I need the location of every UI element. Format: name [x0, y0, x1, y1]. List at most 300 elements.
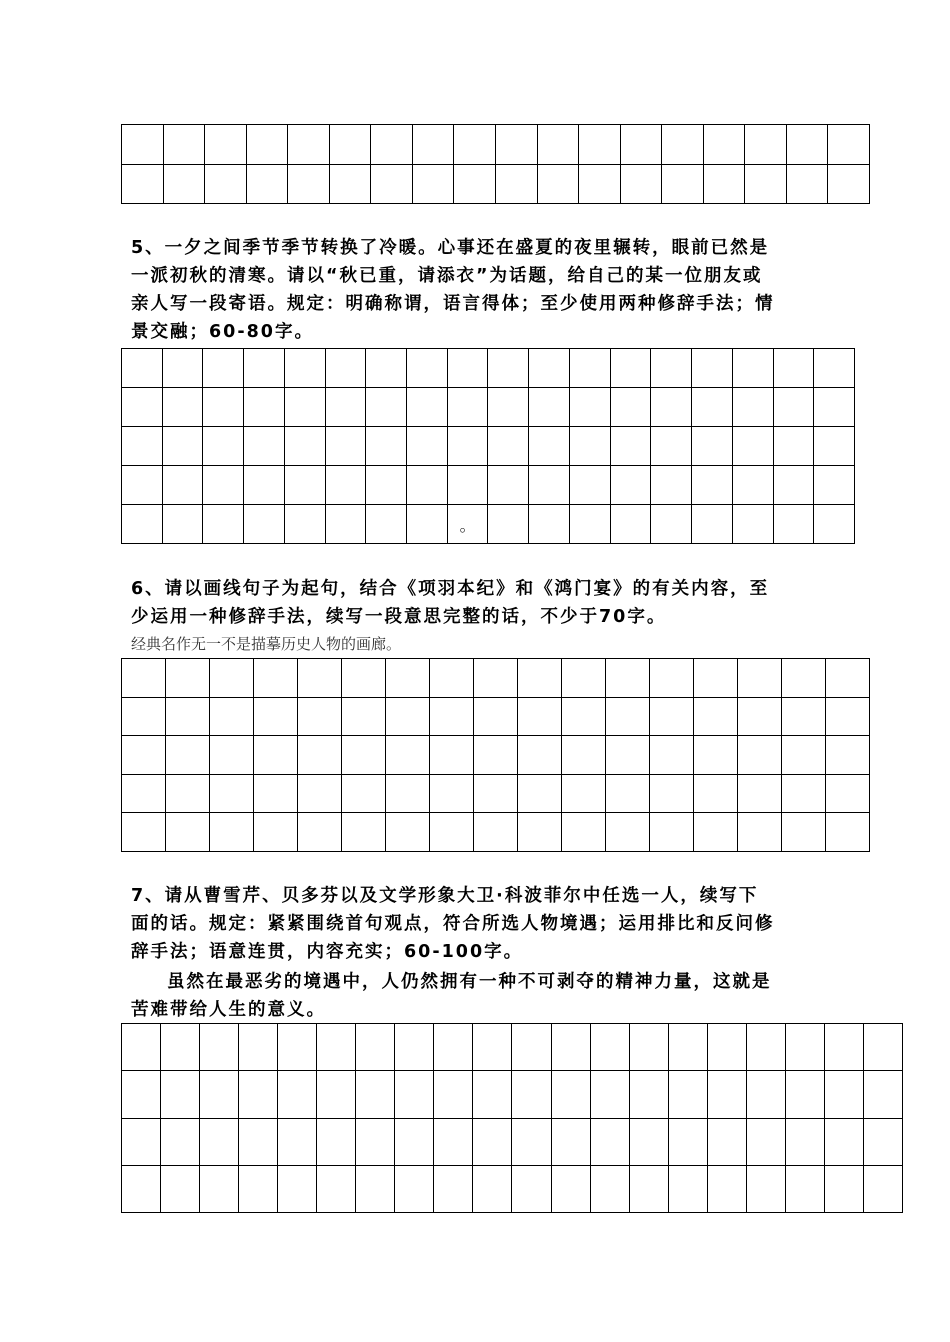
grid-cell[interactable]	[650, 698, 694, 737]
grid-cell[interactable]	[606, 813, 650, 852]
grid-cell[interactable]	[448, 349, 489, 388]
grid-cell[interactable]	[814, 466, 855, 505]
grid-cell[interactable]	[205, 125, 247, 165]
grid-cell[interactable]	[122, 1166, 161, 1213]
grid-cell[interactable]	[747, 1166, 786, 1213]
grid-cell[interactable]	[692, 505, 733, 544]
grid-cell[interactable]	[330, 125, 372, 165]
grid-cell[interactable]	[591, 1166, 630, 1213]
grid-cell[interactable]	[662, 125, 704, 165]
grid-cell[interactable]	[166, 698, 210, 737]
grid-cell[interactable]	[413, 125, 455, 165]
grid-cell[interactable]	[651, 427, 692, 466]
grid-cell[interactable]	[692, 349, 733, 388]
grid-cell[interactable]	[285, 349, 326, 388]
grid-cell[interactable]	[694, 736, 738, 775]
grid-cell[interactable]	[203, 427, 244, 466]
grid-cell[interactable]	[326, 466, 367, 505]
grid-cell[interactable]	[512, 1071, 551, 1118]
grid-cell[interactable]	[738, 813, 782, 852]
grid-cell[interactable]	[825, 1166, 864, 1213]
grid-cell[interactable]	[747, 1119, 786, 1166]
grid-cell[interactable]	[606, 736, 650, 775]
question-7-line-3: 辞手法；语意连贯，内容充实；60-100字。	[131, 942, 524, 962]
grid-cell[interactable]	[738, 736, 782, 775]
grid-cell[interactable]	[317, 1024, 356, 1071]
grid-cell[interactable]	[395, 1166, 434, 1213]
grid-cell[interactable]	[512, 1119, 551, 1166]
grid-cell[interactable]	[473, 1119, 512, 1166]
grid-cell[interactable]	[786, 1024, 825, 1071]
grid-cell[interactable]	[814, 505, 855, 544]
grid-cell[interactable]	[745, 165, 787, 205]
grid-cell[interactable]	[317, 1119, 356, 1166]
grid-cell[interactable]	[163, 349, 204, 388]
grid-cell[interactable]	[611, 466, 652, 505]
grid-cell[interactable]	[210, 813, 254, 852]
grid-cell[interactable]	[122, 813, 166, 852]
grid-cell[interactable]	[512, 1024, 551, 1071]
grid-cell[interactable]	[694, 775, 738, 814]
grid-cell[interactable]	[496, 125, 538, 165]
grid-cell[interactable]	[787, 165, 829, 205]
grid-cell[interactable]	[738, 775, 782, 814]
grid-cell[interactable]	[662, 165, 704, 205]
grid-cell[interactable]	[562, 813, 606, 852]
grid-cell[interactable]	[579, 125, 621, 165]
grid-cell[interactable]	[254, 813, 298, 852]
grid-cell[interactable]	[529, 466, 570, 505]
grid-cell[interactable]	[570, 427, 611, 466]
grid-cell[interactable]	[278, 1071, 317, 1118]
grid-cell[interactable]	[278, 1119, 317, 1166]
grid-cell[interactable]	[122, 388, 163, 427]
grid-cell[interactable]	[448, 427, 489, 466]
grid-cell[interactable]	[747, 1071, 786, 1118]
grid-cell[interactable]	[285, 388, 326, 427]
grid-cell[interactable]	[254, 659, 298, 698]
grid-cell[interactable]	[621, 125, 663, 165]
grid-cell[interactable]	[782, 813, 826, 852]
grid-cell[interactable]	[570, 349, 611, 388]
grid-cell[interactable]	[430, 813, 474, 852]
grid-cell[interactable]	[826, 775, 870, 814]
grid-cell[interactable]	[538, 125, 580, 165]
grid-cell[interactable]	[591, 1071, 630, 1118]
grid-cell[interactable]	[630, 1024, 669, 1071]
grid-cell[interactable]	[606, 698, 650, 737]
grid-cell[interactable]	[298, 775, 342, 814]
grid-cell[interactable]	[733, 388, 774, 427]
grid-cell[interactable]	[782, 736, 826, 775]
grid-cell[interactable]	[747, 1024, 786, 1071]
grid-cell[interactable]	[826, 698, 870, 737]
grid-cell[interactable]	[496, 165, 538, 205]
grid-cell[interactable]	[828, 125, 870, 165]
grid-cell[interactable]	[122, 125, 164, 165]
grid-cell[interactable]	[518, 813, 562, 852]
grid-cell[interactable]	[864, 1166, 903, 1213]
grid-cell[interactable]	[210, 736, 254, 775]
grid-cell[interactable]	[488, 427, 529, 466]
grid-cell[interactable]	[774, 388, 815, 427]
grid-cell[interactable]	[651, 505, 692, 544]
grid-cell[interactable]	[122, 349, 163, 388]
grid-cell[interactable]	[782, 659, 826, 698]
grid-cell[interactable]	[288, 125, 330, 165]
grid-cell[interactable]	[163, 505, 204, 544]
grid-cell[interactable]	[366, 388, 407, 427]
grid-cell[interactable]: 。	[448, 505, 489, 544]
grid-cell[interactable]	[704, 165, 746, 205]
grid-cell[interactable]	[825, 1071, 864, 1118]
grid-cell[interactable]	[430, 736, 474, 775]
grid-cell[interactable]	[692, 466, 733, 505]
grid-cell[interactable]	[774, 505, 815, 544]
grid-cell[interactable]	[161, 1024, 200, 1071]
grid-cell[interactable]	[621, 165, 663, 205]
grid-cell[interactable]	[122, 698, 166, 737]
grid-cell[interactable]	[651, 466, 692, 505]
grid-cell[interactable]	[733, 349, 774, 388]
grid-cell[interactable]	[733, 427, 774, 466]
grid-cell[interactable]	[669, 1119, 708, 1166]
grid-cell[interactable]	[434, 1071, 473, 1118]
grid-cell[interactable]	[122, 466, 163, 505]
grid-cell[interactable]	[814, 427, 855, 466]
grid-cell[interactable]	[122, 1071, 161, 1118]
grid-cell[interactable]	[407, 466, 448, 505]
grid-cell[interactable]	[562, 736, 606, 775]
grid-cell[interactable]	[488, 349, 529, 388]
grid-cell[interactable]	[448, 388, 489, 427]
grid-cell[interactable]	[733, 505, 774, 544]
grid-cell[interactable]	[552, 1166, 591, 1213]
grid-cell[interactable]	[434, 1119, 473, 1166]
grid-cell[interactable]	[200, 1166, 239, 1213]
grid-cell[interactable]	[738, 698, 782, 737]
grid-cell[interactable]	[326, 427, 367, 466]
grid-cell[interactable]	[552, 1119, 591, 1166]
grid-cell[interactable]	[244, 466, 285, 505]
grid-cell[interactable]	[342, 775, 386, 814]
grid-cell[interactable]	[488, 466, 529, 505]
grid-cell[interactable]	[254, 775, 298, 814]
grid-cell[interactable]	[203, 466, 244, 505]
grid-cell[interactable]	[254, 698, 298, 737]
answer-grid-7[interactable]	[121, 1023, 903, 1213]
grid-cell[interactable]	[826, 736, 870, 775]
grid-cell[interactable]	[474, 813, 518, 852]
grid-cell[interactable]	[473, 1024, 512, 1071]
grid-cell[interactable]	[786, 1119, 825, 1166]
grid-cell[interactable]	[203, 349, 244, 388]
grid-cell[interactable]	[579, 165, 621, 205]
grid-cell[interactable]	[244, 427, 285, 466]
grid-cell[interactable]	[606, 775, 650, 814]
grid-cell[interactable]	[611, 427, 652, 466]
grid-cell[interactable]	[203, 505, 244, 544]
grid-cell[interactable]	[247, 165, 289, 205]
grid-cell[interactable]	[161, 1166, 200, 1213]
grid-cell[interactable]	[814, 388, 855, 427]
grid-cell[interactable]	[474, 736, 518, 775]
grid-cell[interactable]	[708, 1024, 747, 1071]
grid-cell[interactable]	[330, 165, 372, 205]
grid-cell[interactable]	[733, 466, 774, 505]
grid-cell[interactable]	[317, 1166, 356, 1213]
grid-cell[interactable]	[570, 388, 611, 427]
grid-cell[interactable]	[538, 165, 580, 205]
grid-cell[interactable]	[298, 736, 342, 775]
grid-cell[interactable]	[529, 388, 570, 427]
grid-cell[interactable]	[669, 1071, 708, 1118]
grid-cell[interactable]	[814, 349, 855, 388]
grid-cell[interactable]	[669, 1024, 708, 1071]
grid-cell[interactable]	[606, 659, 650, 698]
grid-cell[interactable]	[704, 125, 746, 165]
grid-cell[interactable]	[163, 466, 204, 505]
grid-cell[interactable]	[473, 1166, 512, 1213]
grid-cell[interactable]	[122, 659, 166, 698]
grid-cell[interactable]	[342, 736, 386, 775]
grid-cell[interactable]	[386, 775, 430, 814]
grid-cell[interactable]	[278, 1166, 317, 1213]
grid-cell[interactable]	[430, 659, 474, 698]
grid-cell[interactable]	[694, 813, 738, 852]
grid-cell[interactable]	[247, 125, 289, 165]
grid-cell[interactable]	[407, 505, 448, 544]
grid-cell[interactable]	[210, 698, 254, 737]
grid-cell[interactable]	[738, 659, 782, 698]
grid-cell[interactable]	[611, 388, 652, 427]
grid-cell[interactable]	[828, 165, 870, 205]
grid-cell[interactable]	[826, 659, 870, 698]
grid-cell[interactable]	[200, 1119, 239, 1166]
grid-cell[interactable]	[239, 1166, 278, 1213]
grid-cell[interactable]	[591, 1024, 630, 1071]
grid-cell[interactable]	[434, 1166, 473, 1213]
grid-cell[interactable]	[650, 775, 694, 814]
grid-cell[interactable]	[298, 698, 342, 737]
grid-cell[interactable]	[366, 349, 407, 388]
grid-cell[interactable]	[326, 388, 367, 427]
grid-cell[interactable]	[692, 388, 733, 427]
grid-cell[interactable]	[782, 775, 826, 814]
grid-cell[interactable]	[774, 349, 815, 388]
grid-cell[interactable]	[342, 813, 386, 852]
grid-cell[interactable]	[205, 165, 247, 205]
grid-cell[interactable]	[407, 427, 448, 466]
grid-cell[interactable]	[630, 1071, 669, 1118]
grid-cell[interactable]	[864, 1071, 903, 1118]
grid-cell[interactable]	[488, 388, 529, 427]
question-5-line-3: 亲人写一段寄语。规定：明确称谓，语言得体；至少使用两种修辞手法；情	[131, 294, 775, 314]
grid-cell[interactable]	[562, 659, 606, 698]
grid-cell[interactable]	[782, 698, 826, 737]
grid-cell[interactable]	[694, 659, 738, 698]
grid-cell[interactable]	[278, 1024, 317, 1071]
grid-cell[interactable]	[474, 698, 518, 737]
grid-cell[interactable]	[650, 813, 694, 852]
grid-cell[interactable]	[326, 505, 367, 544]
grid-cell[interactable]	[774, 466, 815, 505]
grid-cell[interactable]	[356, 1166, 395, 1213]
grid-cell[interactable]	[203, 388, 244, 427]
grid-cell[interactable]	[570, 466, 611, 505]
grid-cell[interactable]	[787, 125, 829, 165]
grid-cell[interactable]	[163, 388, 204, 427]
grid-cell[interactable]	[692, 427, 733, 466]
grid-cell[interactable]	[518, 698, 562, 737]
grid-cell[interactable]	[430, 775, 474, 814]
grid-cell[interactable]	[239, 1119, 278, 1166]
grid-cell[interactable]	[164, 125, 206, 165]
grid-cell[interactable]	[407, 388, 448, 427]
grid-cell[interactable]	[864, 1024, 903, 1071]
grid-cell[interactable]	[630, 1119, 669, 1166]
grid-cell[interactable]	[562, 775, 606, 814]
grid-cell[interactable]	[454, 165, 496, 205]
grid-cell[interactable]	[356, 1071, 395, 1118]
grid-cell[interactable]	[434, 1024, 473, 1071]
grid-cell[interactable]	[386, 659, 430, 698]
grid-cell[interactable]	[285, 505, 326, 544]
question-6-prompt-sentence: 经典名作无一不是描摹历史人物的画廊。	[131, 635, 402, 653]
grid-cell[interactable]	[244, 349, 285, 388]
grid-cell[interactable]	[395, 1071, 434, 1118]
grid-cell[interactable]	[166, 775, 210, 814]
grid-cell[interactable]	[386, 813, 430, 852]
grid-cell[interactable]	[122, 427, 163, 466]
grid-cell[interactable]	[825, 1119, 864, 1166]
grid-cell[interactable]	[774, 427, 815, 466]
grid-cell[interactable]	[288, 165, 330, 205]
grid-cell[interactable]	[611, 349, 652, 388]
grid-cell[interactable]	[512, 1166, 551, 1213]
grid-cell[interactable]	[200, 1071, 239, 1118]
grid-cell[interactable]	[298, 813, 342, 852]
grid-cell[interactable]	[786, 1071, 825, 1118]
grid-cell[interactable]	[650, 736, 694, 775]
grid-cell[interactable]	[518, 659, 562, 698]
grid-cell[interactable]	[122, 165, 164, 205]
grid-cell[interactable]	[161, 1119, 200, 1166]
answer-grid-5[interactable]	[121, 348, 855, 544]
grid-cell[interactable]	[386, 736, 430, 775]
grid-cell[interactable]	[298, 659, 342, 698]
grid-cell[interactable]	[669, 1166, 708, 1213]
grid-cell[interactable]	[166, 736, 210, 775]
grid-cell[interactable]	[529, 427, 570, 466]
grid-cell[interactable]	[786, 1166, 825, 1213]
question-7	[131, 882, 861, 1024]
grid-cell[interactable]	[708, 1119, 747, 1166]
grid-cell[interactable]	[326, 349, 367, 388]
grid-cell[interactable]	[239, 1024, 278, 1071]
grid-cell[interactable]	[474, 775, 518, 814]
grid-cell[interactable]	[366, 505, 407, 544]
grid-cell[interactable]	[694, 698, 738, 737]
grid-cell[interactable]	[708, 1071, 747, 1118]
grid-cell[interactable]	[611, 505, 652, 544]
grid-cell[interactable]	[552, 1071, 591, 1118]
grid-cell[interactable]	[122, 505, 163, 544]
grid-cell[interactable]	[371, 165, 413, 205]
grid-cell[interactable]	[200, 1024, 239, 1071]
grid-cell[interactable]	[244, 388, 285, 427]
grid-cell[interactable]	[518, 775, 562, 814]
grid-cell[interactable]	[413, 165, 455, 205]
grid-cell[interactable]	[371, 125, 413, 165]
answer-grid-6[interactable]	[121, 658, 870, 852]
grid-cell[interactable]	[473, 1071, 512, 1118]
grid-cell[interactable]	[651, 388, 692, 427]
grid-cell[interactable]	[239, 1071, 278, 1118]
grid-cell[interactable]	[161, 1071, 200, 1118]
grid-cell[interactable]	[474, 659, 518, 698]
grid-cell[interactable]	[745, 125, 787, 165]
grid-cell[interactable]	[122, 1024, 161, 1071]
grid-cell[interactable]	[529, 505, 570, 544]
grid-cell[interactable]	[317, 1071, 356, 1118]
grid-cell[interactable]	[488, 505, 529, 544]
grid-cell[interactable]	[570, 505, 611, 544]
grid-cell[interactable]	[448, 466, 489, 505]
grid-cell[interactable]	[395, 1024, 434, 1071]
grid-cell[interactable]	[210, 659, 254, 698]
grid-cell[interactable]	[407, 349, 448, 388]
grid-cell[interactable]	[630, 1166, 669, 1213]
grid-cell[interactable]	[285, 427, 326, 466]
grid-cell[interactable]	[356, 1024, 395, 1071]
grid-cell[interactable]	[166, 659, 210, 698]
grid-cell[interactable]	[552, 1024, 591, 1071]
grid-cell[interactable]	[591, 1119, 630, 1166]
grid-cell[interactable]	[529, 349, 570, 388]
grid-cell[interactable]	[454, 125, 496, 165]
grid-cell[interactable]	[518, 736, 562, 775]
grid-cell[interactable]	[122, 1119, 161, 1166]
grid-cell[interactable]	[386, 698, 430, 737]
grid-cell[interactable]	[651, 349, 692, 388]
grid-cell[interactable]	[826, 813, 870, 852]
grid-cell[interactable]	[650, 659, 694, 698]
grid-cell[interactable]	[342, 698, 386, 737]
grid-cell[interactable]	[122, 736, 166, 775]
answer-grid-1[interactable]	[121, 124, 870, 204]
grid-cell[interactable]	[562, 698, 606, 737]
grid-cell[interactable]	[342, 659, 386, 698]
grid-cell[interactable]	[366, 427, 407, 466]
grid-cell[interactable]	[163, 427, 204, 466]
grid-cell[interactable]	[244, 505, 285, 544]
grid-cell[interactable]	[825, 1024, 864, 1071]
question-5-line-1: 5、一夕之间季节季节转换了冷暖。心事还在盛夏的夜里辗转，眼前已然是	[131, 238, 770, 258]
grid-cell[interactable]	[285, 466, 326, 505]
grid-cell[interactable]	[254, 736, 298, 775]
grid-cell[interactable]	[366, 466, 407, 505]
grid-cell[interactable]	[122, 775, 166, 814]
grid-cell[interactable]	[708, 1166, 747, 1213]
grid-cell[interactable]	[210, 775, 254, 814]
grid-cell[interactable]	[356, 1119, 395, 1166]
grid-cell[interactable]	[395, 1119, 434, 1166]
grid-cell[interactable]	[166, 813, 210, 852]
grid-cell[interactable]	[864, 1119, 903, 1166]
grid-cell[interactable]	[430, 698, 474, 737]
grid-cell[interactable]	[164, 165, 206, 205]
